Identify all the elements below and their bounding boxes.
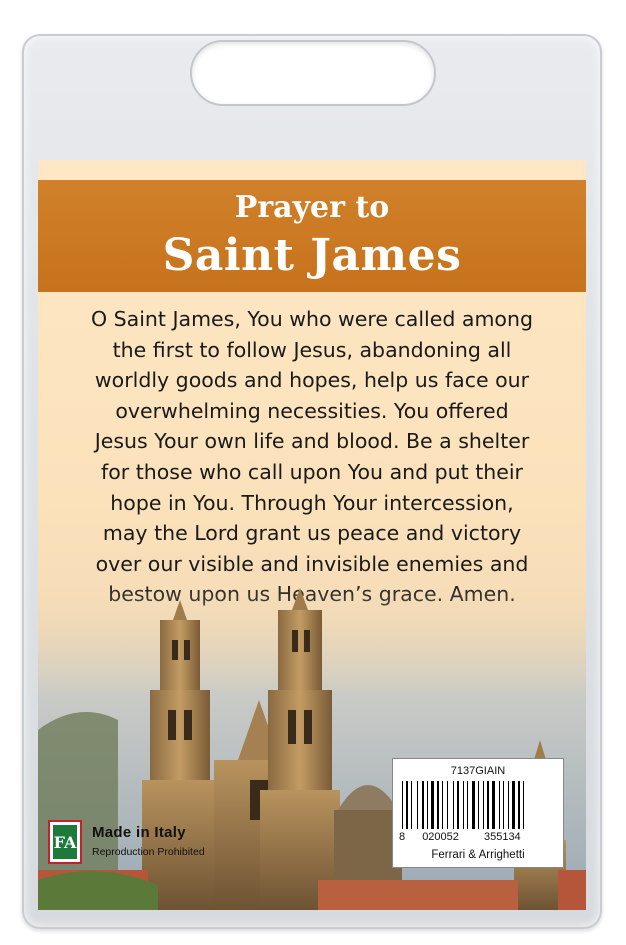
barcode-bar <box>431 781 434 829</box>
title-saint-name: Saint James <box>162 230 462 281</box>
barcode-bar <box>492 781 495 829</box>
prayer-line: for those who call upon You and put their <box>101 459 523 484</box>
barcode-bar <box>417 781 418 829</box>
reproduction-notice: Reproduction Prohibited <box>92 846 205 858</box>
prayer-line: worldly goods and hopes, help us face our <box>94 368 530 393</box>
prayer-text <box>68 304 556 610</box>
barcode-bar <box>512 781 515 829</box>
prayer-card <box>38 160 586 910</box>
barcode-bar <box>447 781 448 829</box>
prayer-line: O Saint James, You who were called among <box>91 307 533 331</box>
barcode-bar <box>463 781 464 829</box>
made-in-italy: Made in Italy <box>92 824 186 841</box>
barcode-bar <box>406 781 408 829</box>
barcode-bar <box>457 781 459 829</box>
prayer-line: hope in You. Through Your intercession, <box>110 490 514 515</box>
barcode <box>402 781 556 829</box>
product-code: 7137GIAIN <box>450 765 506 777</box>
brand-name: Ferrari & Arrighetti <box>431 849 525 861</box>
prayer-line: Jesus Your own life and blood. Be a shelter <box>94 429 530 454</box>
prayer-line: overwhelming necessities. You offered <box>115 398 509 423</box>
barcode-bar <box>422 781 424 829</box>
barcode-bar <box>503 781 504 829</box>
barcode-bar <box>427 781 428 829</box>
barcode-bar <box>472 781 475 829</box>
prayer-line: the first to follow Jesus, abandoning all <box>112 337 512 362</box>
barcode-bar <box>523 781 524 829</box>
barcode-bar <box>487 781 489 829</box>
barcode-label <box>392 758 564 868</box>
manufacturer-block <box>48 820 278 870</box>
barcode-bar <box>402 781 403 829</box>
barcode-digit-group-1: 020052 <box>422 831 459 843</box>
title-prefix: Prayer to <box>234 190 390 225</box>
barcode-bar <box>411 781 412 829</box>
barcode-digit-first: 8 <box>399 831 406 843</box>
barcode-digits <box>399 831 557 843</box>
barcode-bar <box>442 781 443 829</box>
barcode-bar <box>478 781 479 829</box>
barcode-bar <box>508 781 509 829</box>
barcode-bar <box>467 781 468 829</box>
prayer-line: over our visible and invisible enemies and <box>95 551 529 576</box>
fa-logo: FA <box>48 820 82 864</box>
barcode-bar <box>453 781 454 829</box>
prayer-line: may the Lord grant us peace and victory <box>102 521 522 546</box>
barcode-digit-group-2: 355134 <box>483 831 521 843</box>
title-banner <box>38 180 586 292</box>
hang-hole <box>190 40 436 106</box>
barcode-bar <box>437 781 439 829</box>
barcode-bar <box>499 781 500 829</box>
barcode-bar <box>483 781 484 829</box>
barcode-bar <box>518 781 520 829</box>
